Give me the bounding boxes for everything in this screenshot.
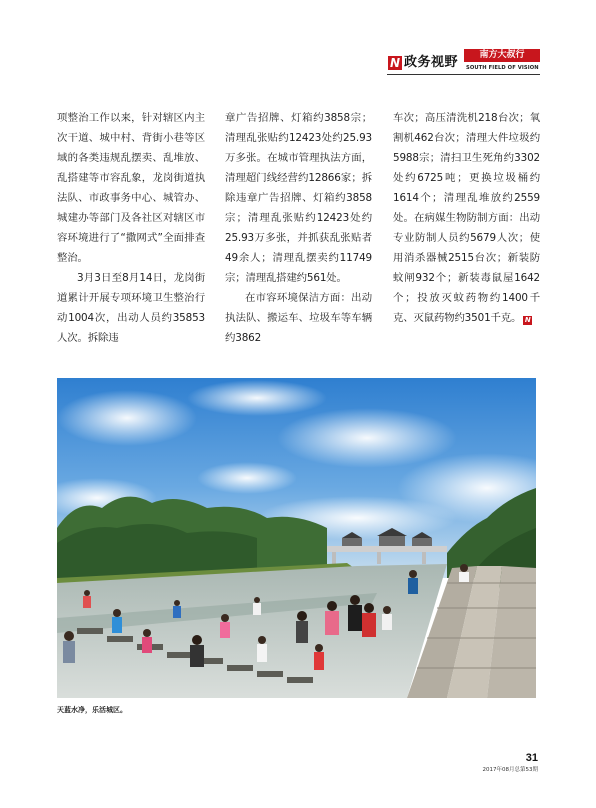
river-photo	[57, 378, 536, 698]
header-divider	[387, 74, 540, 75]
end-mark-icon: N	[524, 316, 531, 324]
article-paragraph-text: 车次；高压清洗机218台次；氧割机462台次；清理大件垃圾约5988宗；清扫卫生死角约3302处约6725吨；更换垃圾桶约1614个；清理乱堆放约2559处。在病媒生物防制方面：出动专业防制人员约5679人次；使用消杀器械2515台次；新装防蚊闸932个；新装毒鼠屋1642个；投放灭蚊药物约1400千克、灭鼠药物约3501千克。	[393, 112, 540, 324]
photo-caption: 天蓝水净，乐活城区。	[57, 706, 127, 714]
article-column-3	[393, 108, 540, 328]
article-column-2	[225, 108, 372, 348]
brand-logo: 南方大叔行	[464, 49, 540, 62]
article-paragraph: 3月3日至8月14日，龙岗街道累计开展专项环境卫生整治行动1004次，出动人员约35853人次。拆除违	[57, 272, 205, 344]
article-paragraph: 项整治工作以来，针对辖区内主次干道、城中村、背街小巷等区域的各类违规乱摆卖、乱堆放、乱搭建等市容乱象，龙岗街道执法队、市政事务中心、城管办、城建办等部门及各社区对辖区市容环境进行了“撒网式”全面排查整治。	[57, 112, 205, 264]
section-title: 政务视野	[404, 55, 459, 70]
article-paragraph: 在市容环境保洁方面：出动执法队、搬运车、垃圾车等车辆约3862	[225, 292, 372, 344]
issue-info: 2017年08月总第53期	[482, 767, 538, 773]
article-paragraph: 章广告招牌、灯箱约3858宗；清理乱张贴约12423处约25.93万多张。在城市管理执法方面，清理超门线经营约12866家；拆除违章广告招牌、灯箱约3858宗；清理乱张贴约12423处约25.93万多张，并抓获乱张贴者49余人；清理乱摆卖约11749宗；清理乱搭建约561处。	[225, 112, 372, 284]
magazine-logo-icon: N	[389, 56, 401, 70]
article-paragraph	[393, 108, 540, 328]
brand-subtitle: SOUTH FIELD OF VISION	[466, 65, 539, 71]
page-number: 31	[525, 752, 538, 764]
article-column-1	[57, 108, 205, 348]
